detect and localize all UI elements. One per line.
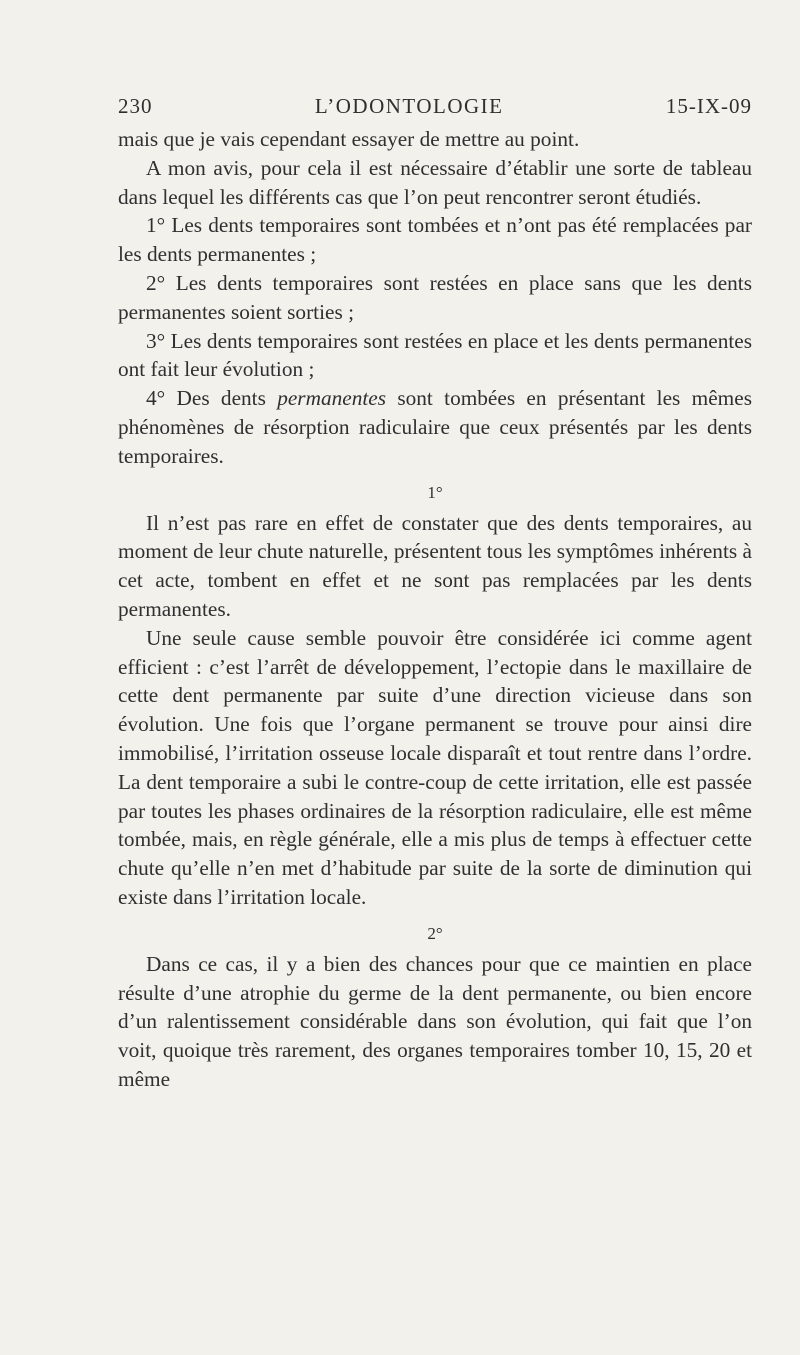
list-item-3: 3° Les dents temporaires sont restées en place et les dents permanentes ont fait leur évolution ; [118,328,752,382]
section-1-paragraph-2: Une seule cause semble pouvoir être considérée ici comme agent efficient : c’est l’arrêt de développement, l’ectopie dans le maxillaire de cette dent permanente par suite d’une direction vicieuse dans son évolution. Une fois que l’organe permanent se trouve pour ainsi dire immobilisé, l’irritation osseuse locale disparaît et tout rentre dans l’ordre. La dent temporaire a subi le contre-coup de cette irritation, elle est passée par toutes les phases ordinaires de la résorption radiculaire, elle est même tombée, mais, en règle générale, elle a mis plus de temps à effectuer cette chute qu’elle n’en met d’habitude par suite de la sorte de diminution qui existe dans l’irritation locale. [118,625,752,909]
list-item-4-emphasis: permanentes [277,386,387,411]
section-heading-2: 2° [427,923,443,943]
issue-date: 15-IX-09 [665,94,752,118]
section-heading-1: 1° [427,482,443,502]
list-item-2: 2° Les dents temporaires sont restées en place sans que les dents permanentes soient sorties ; [118,270,752,324]
running-header [118,94,752,119]
section-2-paragraph-1: Dans ce cas, il y a bien des chances pour que ce maintien en place résulte d’une atrophie du germe de la dent permanente, ou bien encore d’un ralentissement considérable dans son évolution, qui fait que l’on voit, quoique très rarement, des organes temporaires tomber 10, 15, 20 et même [118,951,752,1091]
list-item-4-start: 4° Des dents [146,386,278,411]
document-page [118,94,752,1094]
list-item-4-end: sont tombées en présentant les mêmes phénomènes de résorption radiculaire que ceux présentés par les dents temporaires. [118,386,752,468]
section-1-paragraph-1: Il n’est pas rare en effet de constater que des dents temporaires, au moment de leur chute naturelle, présentent tous les symptômes inhérents à cet acte, tombent en effet et ne sont pas remplacées par les dents permanentes. [118,510,752,621]
journal-title: L’ODONTOLOGIE [314,94,504,118]
list-item-1: 1° Les dents temporaires sont tombées et n’ont pas été remplacées par les dents permanentes ; [118,213,752,267]
page-number: 230 [118,94,153,118]
continuation-line: mais que je vais cependant essayer de mettre au point. [118,127,580,151]
body-text [118,125,752,1094]
intro-paragraph: A mon avis, pour cela il est nécessaire d’établir une sorte de tableau dans lequel les différents cas que l’on peut rencontrer seront étudiés. [118,155,752,209]
list-item-4 [118,384,752,470]
